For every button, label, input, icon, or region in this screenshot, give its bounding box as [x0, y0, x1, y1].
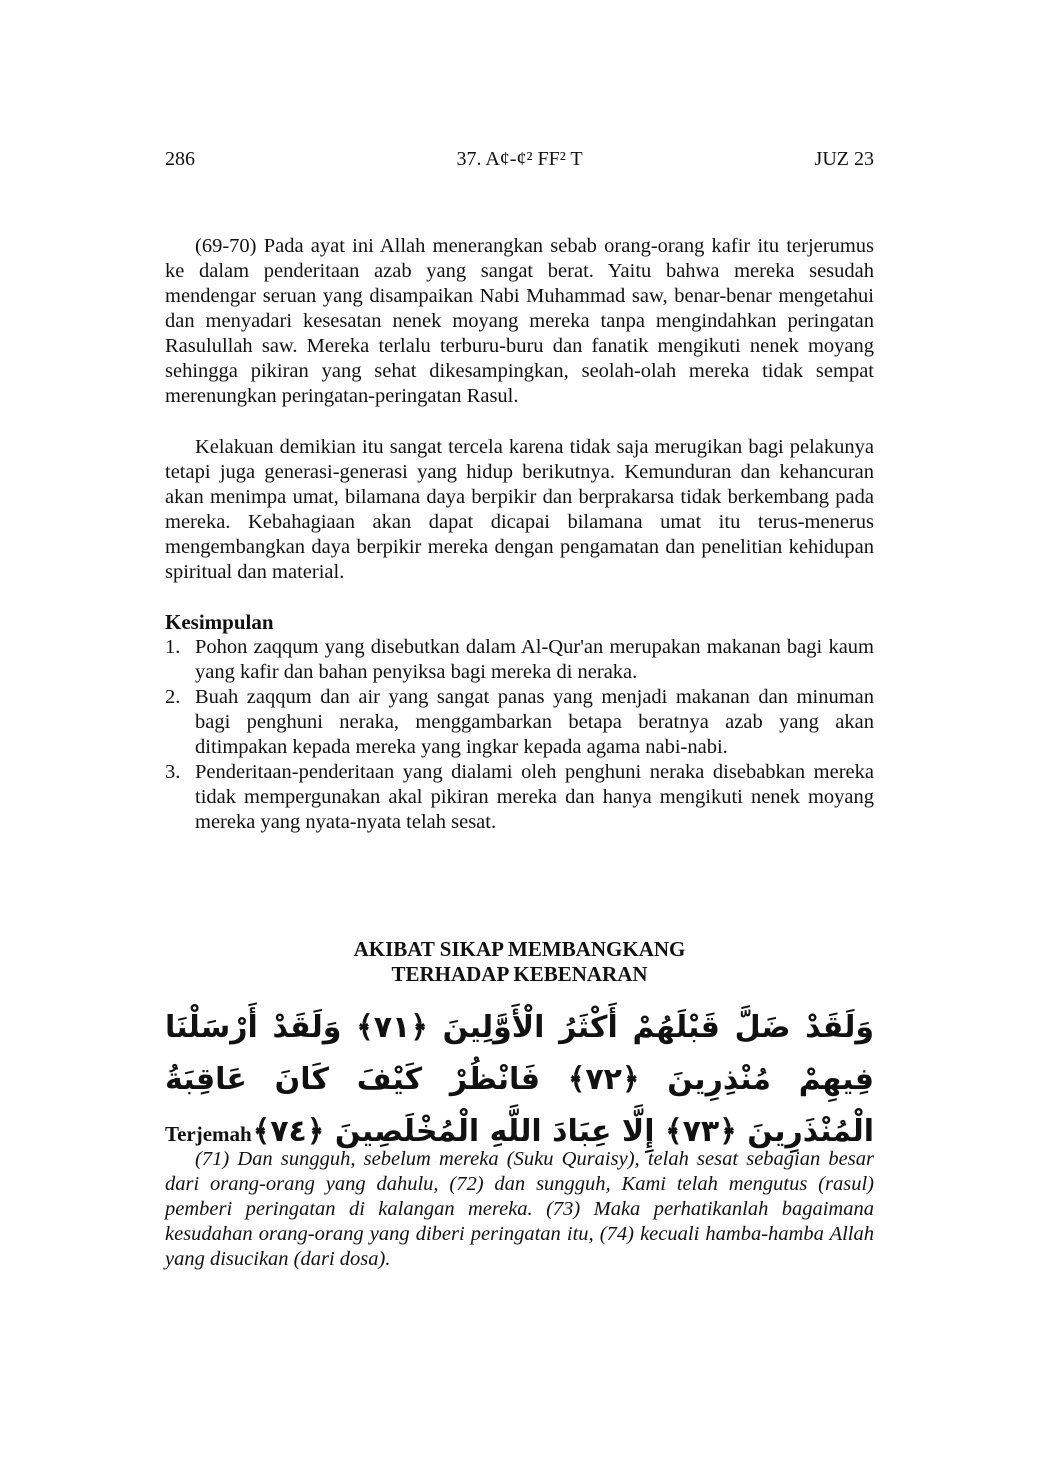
page-header	[165, 146, 874, 172]
list-item-number: 2.	[165, 686, 181, 708]
chapter-title: 37. A¢-¢² FF² T	[456, 148, 583, 170]
list-item-text: Pohon zaqqum yang disebutkan dalam Al-Qur'an merupakan makanan bagi kaum yang kafir dan bahan penyiksa bagi mereka di neraka.	[195, 636, 874, 683]
translation-text: (71) Dan sungguh, sebelum mereka (Suku Quraisy), telah sesat sebagian besar dari orang-orang yang dahulu, (72) dan sungguh, Kami telah mengutus (rasul) pemberi peringatan di kalangan mereka. (73) Maka perhatikanlah bagaimana kesudahan orang-orang yang diberi peringatan itu, (74) kecuali hamba-hamba Allah yang disucikan (dari dosa).	[165, 1148, 874, 1270]
list-item-number: 3.	[165, 761, 181, 783]
list-item	[165, 760, 874, 835]
conclusion-list	[165, 635, 874, 835]
translation-heading: Terjemah	[165, 1122, 252, 1146]
section-title-line-2: TERHADAP KEBENARAN	[391, 962, 648, 986]
paragraph-1: (69-70) Pada ayat ini Allah menerangkan sebab orang-orang kafir itu terjerumus ke dalam penderitaan azab yang sangat berat. Yaitu bahwa mereka sesudah mendengar seruan yang disampaikan Nabi Muhammad saw, benar-benar mengetahui dan menyadari kesesatan nenek moyang mereka tanpa mengindahkan peringatan Rasulullah saw. Mereka terlalu terburu-buru dan fanatik mengikuti nenek moyang sehingga pikiran yang sehat dikesampingkan, seolah-olah mereka tidak sempat merenungkan peringatan-peringatan Rasul.	[165, 235, 874, 407]
list-item-text: Buah zaqqum dan air yang sangat panas yang menjadi makanan dan minuman bagi penghuni neraka, menggambarkan betapa beratnya azab yang akan ditimpakan kepada mereka yang ingkar kepada agama nabi-nabi.	[195, 686, 874, 758]
list-item	[165, 685, 874, 760]
list-item-number: 1.	[165, 636, 181, 658]
list-item-text: Penderitaan-penderitaan yang dialami oleh penghuni neraka disebabkan mereka tidak mempergunakan akal pikiran mereka dan hanya mengikuti nenek moyang mereka yang nyata-nyata telah sesat.	[195, 761, 874, 833]
list-item	[165, 635, 874, 685]
juz-label: JUZ 23	[814, 148, 874, 170]
conclusion-heading: Kesimpulan	[165, 610, 274, 634]
section-title	[165, 937, 874, 987]
paragraph-2: Kelakuan demikian itu sangat tercela karena tidak saja merugikan bagi pelakunya tetapi juga generasi-generasi yang hidup berikutnya. Kemunduran dan kehancuran akan menimpa umat, bilamana daya berpikir dan berprakarsa tidak berkembang pada mereka. Kebahagiaan akan dapat dicapai bilamana umat itu terus-menerus mengembangkan daya berpikir mereka dengan pengamatan dan penelitian kehidupan spiritual dan material.	[165, 436, 874, 583]
arabic-verse: وَلَقَدْ ضَلَّ قَبْلَهُمْ أَكْثَرُ الْأَوَّلِينَ ﴿٧١﴾ وَلَقَدْ أَرْسَلْنَا فِيهِمْ مُنْذِرِينَ ﴿٧٢﴾ فَانْظُرْ كَيْفَ كَانَ عَاقِبَةُ الْمُنْذَرِينَ ﴿٧٣﴾ إِلَّا عِبَادَ اللَّهِ الْمُخْلَصِينَ ﴿٧٤﴾	[165, 1010, 874, 1149]
section-title-line-1: AKIBAT SIKAP MEMBANGKANG	[353, 937, 686, 961]
page-number: 286	[165, 148, 195, 170]
